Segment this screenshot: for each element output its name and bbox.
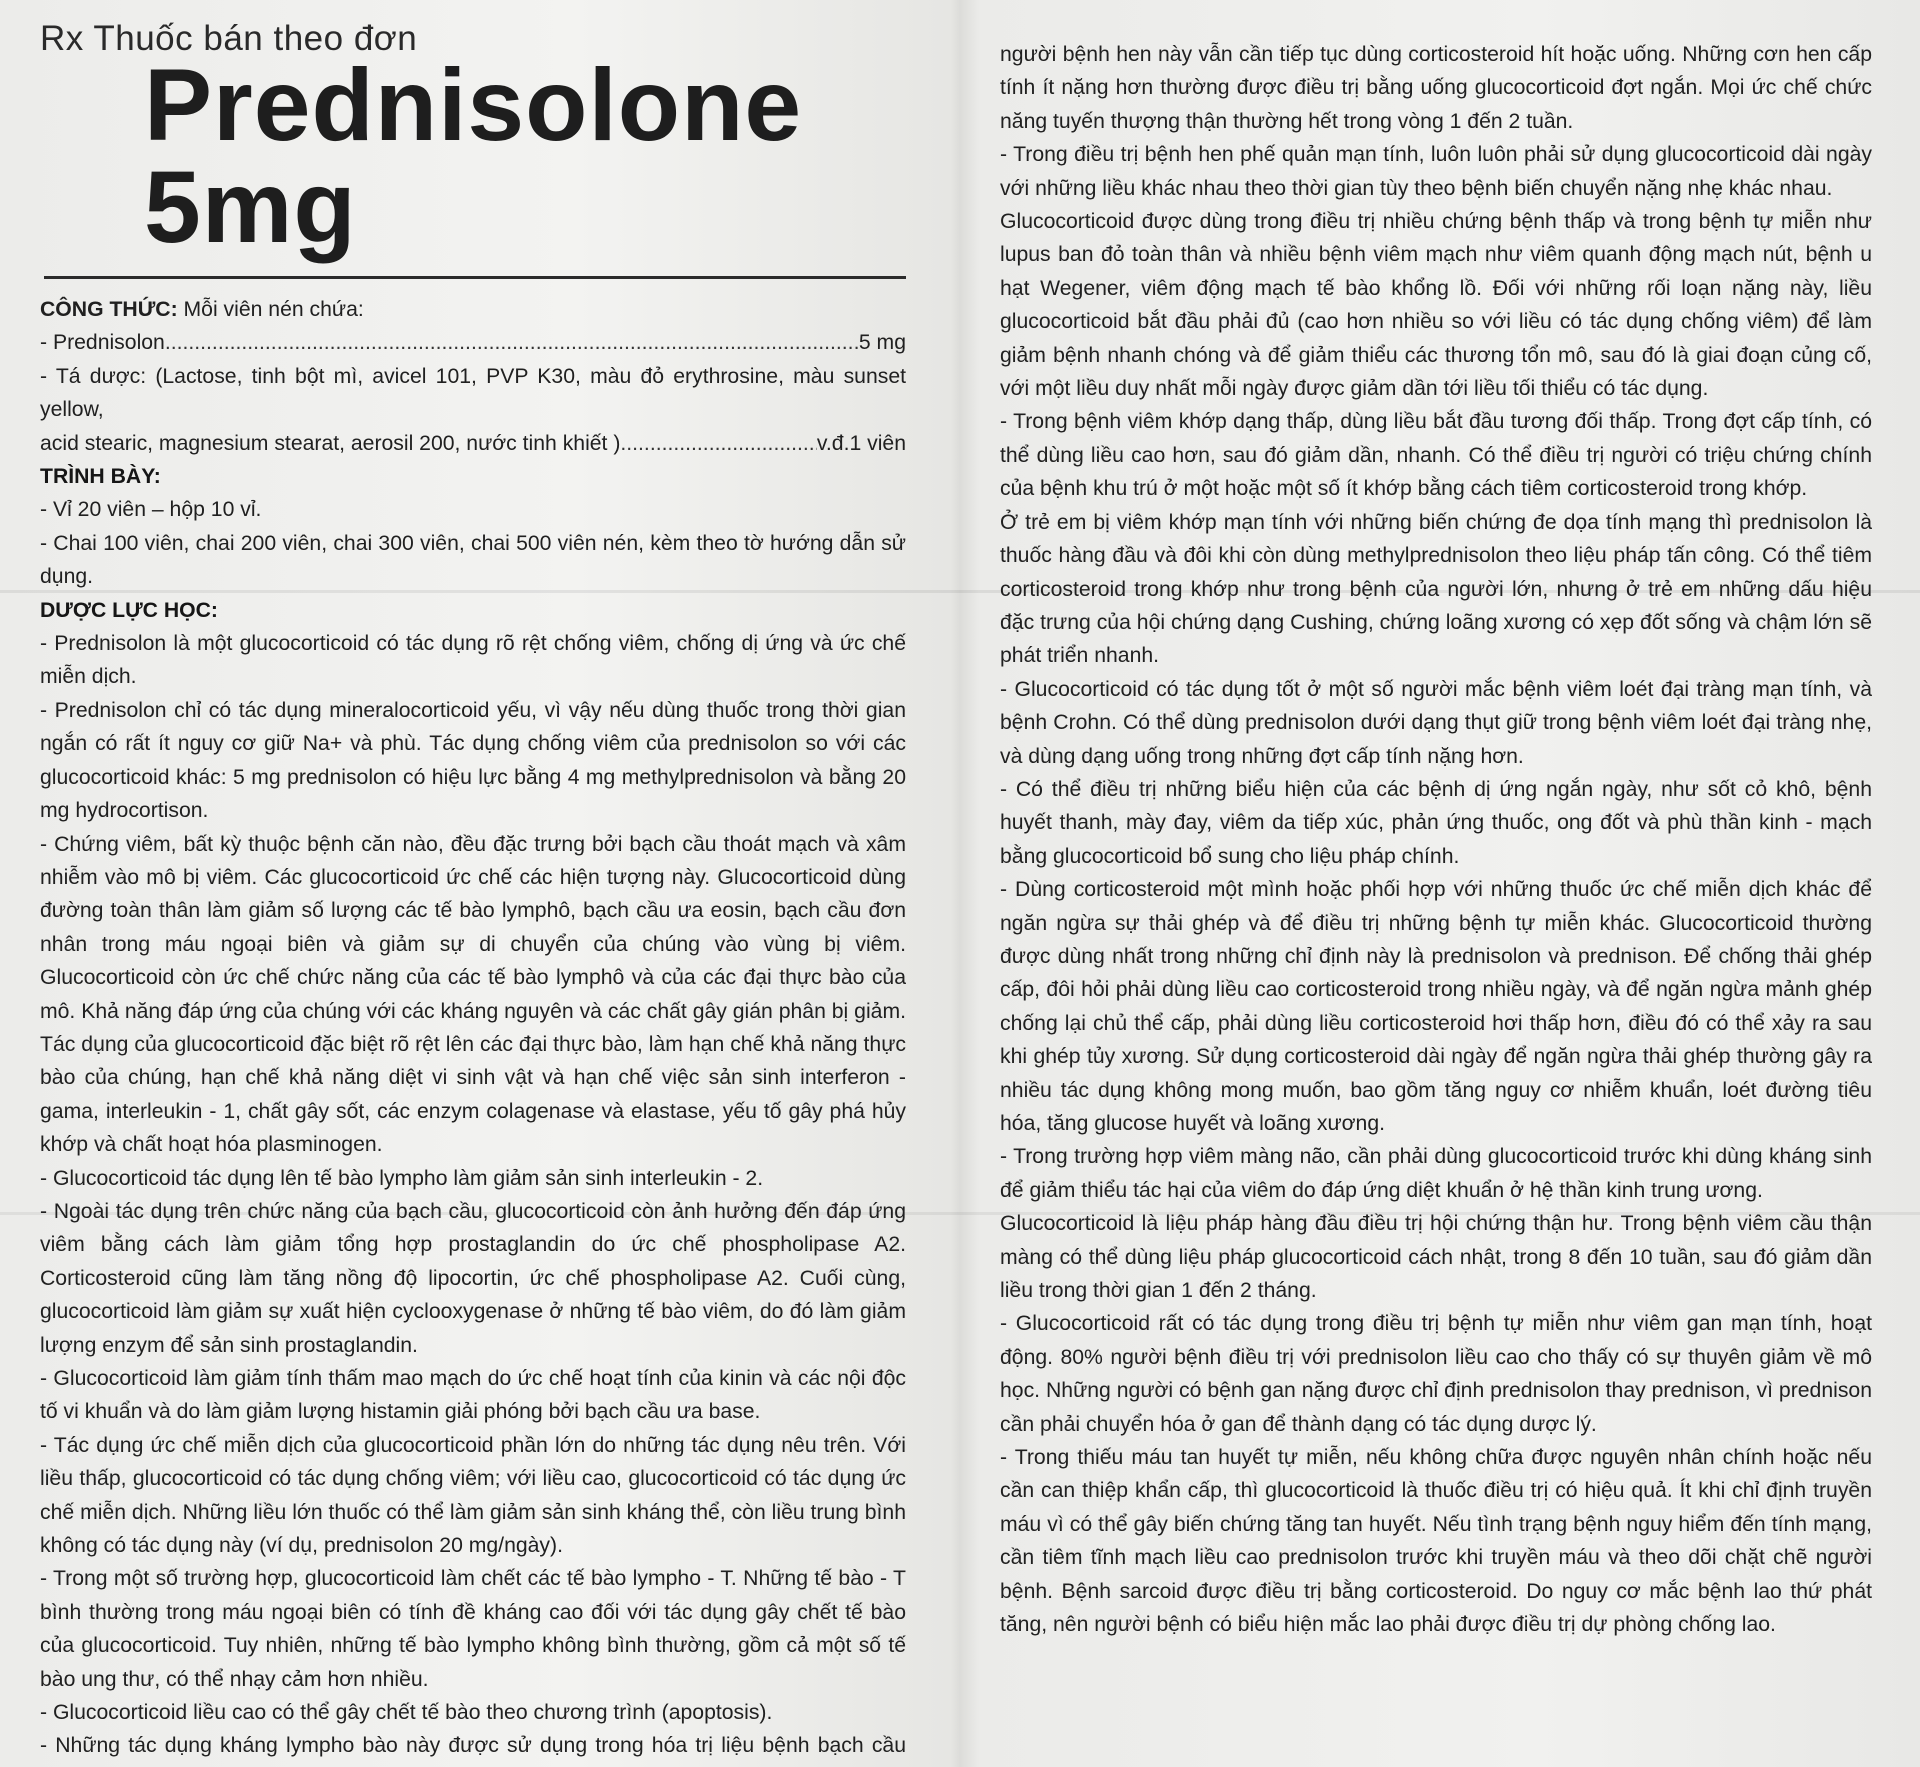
dot-leader [620, 427, 816, 460]
presentation-item: - Chai 100 viên, chai 200 viên, chai 300 viên, chai 500 viên nén, kèm theo tờ hướng dẫn sử dụng. [40, 531, 906, 589]
active-ingredient-amount: 5 mg [858, 331, 906, 355]
active-ingredient-name: - Prednisolon [40, 331, 165, 355]
presentation-heading: TRÌNH BÀY: [40, 465, 161, 489]
pharmacodynamics-paragraph: - Trong trường hợp viêm màng não, cần phải dùng glucocorticoid trước khi dùng kháng sinh để giảm thiểu tác hại của viêm do đáp ứng diệt khuẩn ở hệ thần kinh trung ương. [1000, 1145, 1872, 1202]
pharmacodynamics-right-text [1000, 38, 1872, 1642]
pharmacodynamics-paragraph: - Glucocorticoid liều cao có thể gây chết tế bào theo chương trình (apoptosis). [40, 1701, 773, 1725]
pharmacodynamics-paragraph: - Glucocorticoid rất có tác dụng trong điều trị bệnh tự miễn như viêm gan mạn tính, hoạt động. 80% người bệnh điều trị với prednisolon liều cao cho thấy có sự thuyên giảm về mô học. Những người có bệnh gan nặng được chỉ định prednisolon thay prednison, vì prednison cần phải chuyển hóa ở gan để thành dạng có tác dụng dược lý. [1000, 1312, 1872, 1436]
pharmacodynamics-paragraph: - Prednisolon là một glucocorticoid có tác dụng rõ rệt chống viêm, chống dị ứng và ức chế miễn dịch. [40, 632, 906, 689]
pharmacodynamics-paragraph: - Glucocorticoid làm giảm tính thấm mao mạch do ức chế hoạt tính của kinin và các nội độc tố vi khuẩn và do làm giảm lượng histamin giải phóng bởi bạch cầu ưa base. [40, 1367, 906, 1424]
pharmacodynamics-paragraph: - Trong thiếu máu tan huyết tự miễn, nếu không chữa được nguyên nhân chính hoặc nếu cần can thiệp khẩn cấp, thì glucocorticoid là thuốc điều trị có hiệu quả. Ít khi chỉ định truyền máu vì có thể gây biến chứng tăng tan huyết. Nếu tình trạng bệnh nguy hiểm đến tính mạng, cần tiêm tĩnh mạch liều cao prednisolon trước khi truyền máu và theo dõi chặt chẽ người bệnh. Bệnh sarcoid được điều trị bằng corticosteroid. Do nguy cơ mắc bệnh lao thứ phát tăng, nên người bệnh có biểu hiện mắc lao phải được điều trị dự phòng chống lao. [1000, 1446, 1872, 1637]
excipients-name: acid stearic, magnesium stearat, aerosil 200, nước tinh khiết ) [40, 431, 621, 455]
pharmacodynamics-paragraph: - Có thể điều trị những biểu hiện của các bệnh dị ứng ngắn ngày, như sốt cỏ khô, bệnh huyết thanh, mày đay, viêm da tiếp xúc, phản ứng thuốc, ong đốt và phù thần kinh - mạch bằng glucocorticoid bổ sung cho liệu pháp chính. [1000, 777, 1872, 868]
pharmacodynamics-paragraph: - Trong một số trường hợp, glucocorticoid làm chết các tế bào lympho - T. Những tế bào - T bình thường trong máu ngoại biên có tính đề kháng cao đối với tác dụng gây chết tế bào của glucocorticoid. Tuy nhiên, những tế bào lympho không bình thường, gồm cả một số tế bào ung thư, có thể nhạy cảm hơn nhiều. [40, 1567, 906, 1691]
pharmacodynamics-paragraph: - Dùng corticosteroid một mình hoặc phối hợp với những thuốc ức chế miễn dịch khác để ngăn ngừa sự thải ghép và để điều trị những bệnh tự miễn khác. Glucocorticoid thường được dùng nhất trong những chỉ định này là prednisolon và prednison. Để chống thải ghép cấp, đôi hỏi phải dùng liều cao corticosteroid trong nhiều ngày, và để ngăn ngừa mảnh ghép chống lại chủ thể cấp, phải dùng liều corticosteroid hơi thấp hơn, điều đó có thể xảy ra sau khi ghép tủy xương. Sử dụng corticosteroid dài ngày để ngăn ngừa thải ghép thường gây ra nhiều tác dụng không mong muốn, bao gồm tăng nguy cơ nhiễm khuẩn, loét đường tiêu hóa, tăng glucose huyết và loãng xương. [1000, 878, 1872, 1135]
header-divider [44, 276, 906, 279]
pharmacodynamics-paragraph: - Những tác dụng kháng lympho bào này được sử dụng trong hóa trị liệu bệnh bạch cầu [40, 1734, 906, 1758]
pharmacodynamics-paragraph: - Ngoài tác dụng trên chức năng của bạch cầu, glucocorticoid còn ảnh hưởng đến đáp ứng viêm bằng cách làm giảm tổng hợp prostaglandin do ức chế phospholipase A2. Corticosteroid cũng làm tăng nồng độ lipocortin, ức chế phospholipase A2. Cuối cùng, glucocorticoid làm giảm sự xuất hiện cyclooxygenase ở những tế bào viêm, do đó làm giảm lượng enzym để sản sinh prostaglandin. [40, 1199, 906, 1357]
left-column [40, 0, 906, 1767]
rx-label: Rx Thuốc bán theo đơn [40, 19, 418, 58]
pharmacodynamics-heading: DƯỢC LỰC HỌC: [40, 598, 218, 622]
product-name: Prednisolone 5mg [144, 48, 803, 264]
pharmacodynamics-paragraph: Ở trẻ em bị viêm khớp mạn tính với những biến chứng đe dọa tính mạng thì prednisolon là thuốc hàng đầu và đôi khi còn dùng methylprednisolon theo liệu pháp tấn công. Có thể tiêm corticosteroid trong khớp như trong bệnh của người lớn, nhưng ở trẻ em những dấu hiệu đặc trưng của hội chứng dạng Cushing, chứng loãng xương có xẹp đốt sống và chậm lớn sẽ phát triển nhanh. [1000, 510, 1872, 668]
pharmacodynamics-paragraph: - Chứng viêm, bất kỳ thuộc bệnh căn nào, đều đặc trưng bởi bạch cầu thoát mạch và xâm nhiễm vào mô bị viêm. Các glucocorticoid ức chế các hiện tượng này. Glucocorticoid dùng đường toàn thân làm giảm số lượng các tế bào lymphô, bạch cầu ưa eosin, bạch cầu đơn nhân trong máu ngoại biên và giảm sự di chuyển của chúng vào vùng bị viêm. Glucocorticoid còn ức chế chức năng của các tế bào lymphô và của các đại thực bào của mô. Khả năng đáp ứng của chúng với các kháng nguyên và các chất gây gián phân bị giảm. Tác dụng của glucocorticoid đặc biệt rõ rệt lên các đại thực bào, làm hạn chế khả năng thực bào của chúng, hạn chế khả năng diệt vi sinh vật và hạn chế việc sản sinh interferon - gama, interleukin - 1, chất gây sốt, các enzym colagenase và elastase, yếu tố gây phá hủy khớp và chất hoạt hóa plasminogen. [40, 832, 906, 1157]
pharmacodynamics-paragraph: - Tác dụng ức chế miễn dịch của glucocorticoid phần lớn do những tác dụng nêu trên. Với liều thấp, glucocorticoid có tác dụng chống viêm; với liều cao, glucocorticoid có tác dụng ức chế miễn dịch. Những liều lớn thuốc có thể làm giảm sản sinh kháng thể, còn liều trung bình không có tác dụng này (ví dụ, prednisolon 20 mg/ngày). [40, 1433, 906, 1558]
active-ingredient-row [40, 326, 906, 359]
pharmacodynamics-paragraph: người bệnh hen này vẫn cần tiếp tục dùng corticosteroid hít hoặc uống. Những cơn hen cấp tính ít nặng hơn thường được điều trị bằng uống glucocorticoid đợt ngắn. Mọi ức chế chức năng tuyến thượng thận thường hết trong vòng 1 đến 2 tuần. [1000, 43, 1872, 133]
pharmacodynamics-paragraph: Glucocorticoid được dùng trong điều trị nhiều chứng bệnh thấp và trong bệnh tự miễn như lupus ban đỏ toàn thân và nhiều bệnh viêm mạch như viêm quanh động mạch nút, bệnh u hạt Wegener, viêm động mạch tế bào khổng lồ. Đối với những rối loạn nặng này, liều glucocorticoid bắt đầu phải đủ (cao hơn nhiều so với liều có tác dụng chống viêm) để làm giảm bệnh nhanh chóng và để giảm thiểu các thương tổn mô, sau đó là giai đoạn củng cố, với một liều duy nhất mỗi ngày được giảm dần tới liều tối thiểu có tác dụng. [1000, 210, 1872, 401]
excipients-row [40, 427, 906, 460]
pharmacodynamics-paragraph: - Trong bệnh viêm khớp dạng thấp, dùng liều bắt đầu tương đối thấp. Trong đợt cấp tính, có thể dùng liều cao hơn, sau đó giảm dần, nhanh. Có thể điều trị người có triệu chứng chính của bệnh khu trú ở một hoặc một số ít khớp bằng cách tiêm corticosteroid trong khớp. [1000, 410, 1872, 501]
presentation-list [40, 493, 906, 593]
right-column [1000, 0, 1872, 1767]
pharmacodynamics-paragraph: - Glucocorticoid tác dụng lên tế bào lympho làm giảm sản sinh interleukin - 2. [40, 1166, 764, 1190]
excipients-line: - Tá dược: (Lactose, tinh bột mì, avicel 101, PVP K30, màu đỏ erythrosine, màu sunset yellow, [40, 364, 906, 422]
dot-leader [165, 326, 859, 359]
pharmacodynamics-left-text [40, 627, 906, 1767]
excipients-amount: v.đ.1 viên [816, 431, 906, 455]
composition-intro-line [40, 293, 906, 326]
pharmacodynamics-paragraph: - Trong điều trị bệnh hen phế quản mạn tính, luôn luôn phải sử dụng glucocorticoid dài ngày với những liều khác nhau theo thời gian tùy theo bệnh biến chuyển nặng nhẹ khác nhau. [1000, 143, 1872, 200]
composition-heading: CÔNG THỨC: [40, 298, 178, 321]
presentation-item: - Vỉ 20 viên – hộp 10 vỉ. [40, 498, 262, 522]
composition-intro: Mỗi viên nén chứa: [177, 298, 364, 321]
pharmacodynamics-paragraph: - Glucocorticoid có tác dụng tốt ở một số người mắc bệnh viêm loét đại tràng mạn tính, và bệnh Crohn. Có thể dùng prednisolon dưới dạng thụt giữ trong bệnh viêm loét đại tràng nhẹ, và dùng dạng uống trong những đợt cấp tính nặng hơn. [1000, 677, 1872, 768]
pharmacodynamics-paragraph: - Prednisolon chỉ có tác dụng mineralocorticoid yếu, vì vậy nếu dùng thuốc trong thời gian ngắn có rất ít nguy cơ giữ Na+ và phù. Tác dụng chống viêm của prednisolon so với các glucocorticoid khác: 5 mg prednisolon có hiệu lực bằng 4 mg methylprednisolon và bằng 20 mg hydrocortison. [40, 698, 906, 823]
pharmacodynamics-paragraph: Glucocorticoid là liệu pháp hàng đầu điều trị hội chứng thận hư. Trong bệnh viêm cầu thận màng có thể dùng liệu pháp glucocorticoid cách nhật, trong 8 đến 10 tuần, sau đó giảm dần liều trong thời gian 1 đến 2 tháng. [1000, 1212, 1872, 1303]
